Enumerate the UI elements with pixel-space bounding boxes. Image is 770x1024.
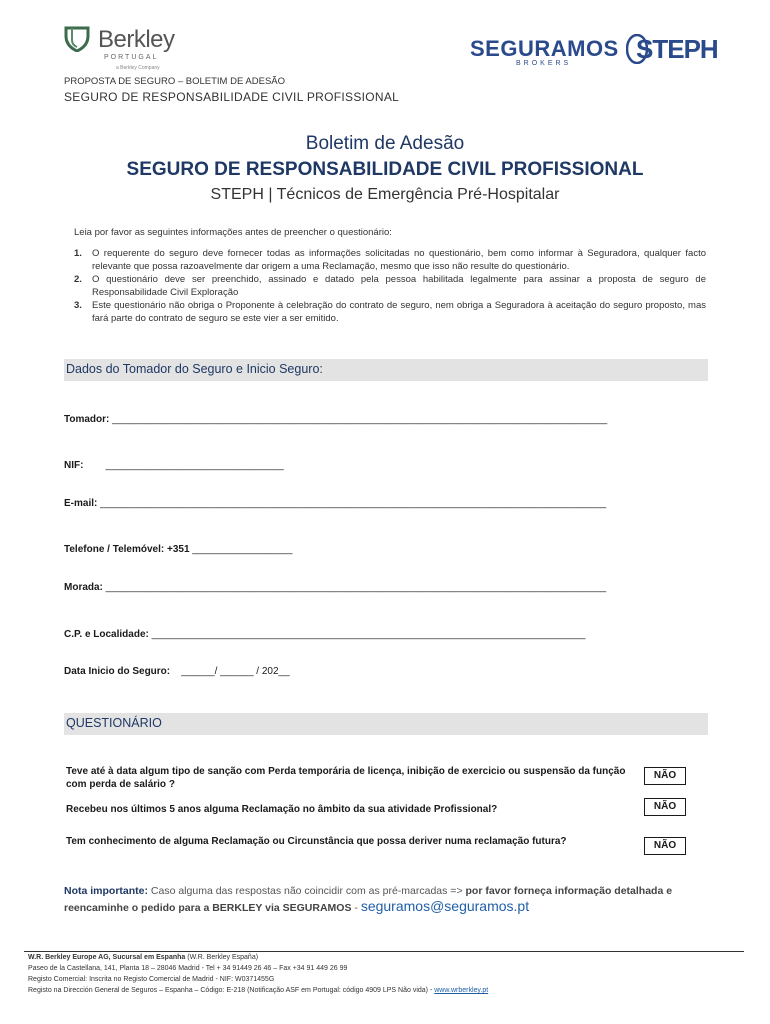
telefone-field[interactable] (64, 544, 292, 555)
list-item (74, 299, 706, 325)
field-line[interactable]: ___________________________________________________________________________________________ (97, 498, 607, 509)
list-number: 1. (74, 248, 82, 259)
steph-wordmark: STEPH (636, 34, 718, 64)
data-inicio-field[interactable] (64, 666, 290, 677)
field-label: NIF: (64, 460, 84, 471)
field-line[interactable]: ______________________________________________________________________________ (148, 629, 586, 640)
footer-website-link[interactable]: www.wrberkley.pt (434, 987, 489, 994)
field-label: Telefone / Telemóvel: +351 (64, 544, 190, 555)
list-number: 2. (74, 274, 82, 285)
berkley-tagline: a Berkley Company (116, 65, 160, 71)
list-text: Este questionário não obriga o Proponente à celebração do contrato de seguro, nem obriga a Seguradora à aceitação do seguro proposto, mas fará parte do contrato de seguro se este vier a ser emitido. (92, 300, 706, 324)
email-link[interactable]: seguramos@seguramos.pt (360, 898, 530, 914)
page-subtitle-2: STEPH | Técnicos de Emergência Pré-Hospitalar (210, 186, 560, 203)
email-field[interactable] (64, 498, 606, 509)
question-3: Tem conhecimento de alguma Reclamação ou Circunstância que possa deriver numa reclamação futura? (66, 836, 567, 847)
list-item (74, 273, 706, 299)
footer-line-1 (28, 954, 258, 961)
answer-box-2[interactable]: NÃO (644, 798, 686, 816)
field-label: Morada: (64, 582, 103, 593)
nif-field[interactable] (64, 460, 284, 471)
field-line[interactable]: ________________________________ (83, 460, 284, 471)
footer-line-3: Registo Comercial: Inscrita no Registo Comercial de Madrid - NIF: W0371455G (28, 976, 275, 983)
footer-divider (24, 951, 744, 952)
note-text-1: Caso alguma das respostas não coincidir com as pré-marcadas => (148, 885, 466, 897)
field-label: Tomador: (64, 414, 110, 425)
note-text-3: - (351, 902, 361, 914)
answer-box-3[interactable]: NÃO (644, 837, 686, 855)
section-title: QUESTIONÁRIO (66, 716, 162, 730)
header-line-2: SEGURO DE RESPONSABILIDADE CIVIL PROFISSIONAL (64, 90, 400, 104)
page-subtitle: SEGURO DE RESPONSABILIDADE CIVIL PROFISSIONAL (126, 159, 644, 180)
tomador-field[interactable] (64, 414, 607, 425)
footer-line-2: Paseo de la Castellana, 141, Planta 18 – 28046 Madrid - Tel + 34 91449 26 46 – Fax +34 91 449 26 99 (28, 965, 348, 972)
footer-company: W.R. Berkley Europe AG, Sucursal em Espanha (28, 954, 186, 961)
intro-text: Leia por favor as seguintes informações antes de preencher o questionário: (74, 227, 392, 238)
header-line-1: PROPOSTA DE SEGURO – BOLETIM DE ADESÃO (64, 76, 286, 87)
field-label: C.P. e Localidade: (64, 629, 149, 640)
important-note (64, 884, 708, 916)
note-text-2: por favor forneça informação detalhada e reencaminhe o pedido para a BERKLEY via SEGURAMOS (64, 885, 673, 914)
morada-field[interactable] (64, 582, 606, 593)
footer-registry: Registo na Dirección General de Seguros – Espanha – Código: E-218 (Notificação ASF em Portugal: código 4909 LPS Não vida) - (28, 987, 435, 994)
cp-localidade-field[interactable] (64, 629, 585, 640)
field-label: Data Inicio do Seguro: (64, 666, 171, 677)
berkley-country: PORTUGAL (104, 54, 159, 61)
list-item (74, 247, 706, 273)
answer-box-1[interactable]: NÃO (644, 767, 686, 785)
steph-logo (626, 34, 718, 66)
list-number: 3. (74, 300, 82, 311)
berkley-logo (64, 24, 194, 76)
field-line[interactable]: __________________________________________________________________________________________ (102, 582, 607, 593)
field-line[interactable]: ______/ ______ / 202__ (170, 666, 290, 677)
berkley-shield-icon (64, 26, 90, 52)
list-text: O requerente do seguro deve fornecer todas as informações solicitadas no questionário, bem como informar à Seguradora, qualquer facto relevante que possa razoavelmente dar origem a uma Reclamação, mesmo que isso não resulte do questionário. (92, 248, 706, 272)
berkley-wordmark: Berkley (98, 26, 175, 53)
page-title: Boletim de Adesão (305, 133, 465, 154)
question-1: Teve até à data algum tipo de sanção com Perda temporária de licença, inibição de exercicio ou suspensão da função com perda de salário ? (66, 766, 626, 790)
field-line[interactable]: _________________________________________________________________________________________ (109, 414, 608, 425)
footer-company-alt: (W.R. Berkley España) (185, 954, 259, 961)
list-text: O questionário deve ser preenchido, assinado e datado pela pessoa habilitada legalmente para assinar a proposta de seguro de Responsabilidade Civil Exploração (92, 274, 706, 298)
field-label: E-mail: (64, 498, 98, 509)
seguramos-logo (470, 36, 620, 70)
instructions-list (74, 247, 706, 325)
section-header-questionario (64, 713, 708, 735)
section-title: Dados do Tomador do Seguro e Inicio Seguro: (66, 362, 323, 376)
note-label: Nota importante: (64, 885, 148, 897)
seguramos-wordmark: SEGURAMOS (470, 36, 619, 61)
section-header-tomador (64, 359, 708, 381)
field-line[interactable]: __________________ (189, 544, 293, 555)
seguramos-subtitle: BROKERS (516, 60, 572, 67)
footer-line-4 (28, 987, 488, 994)
question-2: Recebeu nos últimos 5 anos alguma Reclamação no âmbito da sua atividade Profissional? (66, 804, 498, 815)
